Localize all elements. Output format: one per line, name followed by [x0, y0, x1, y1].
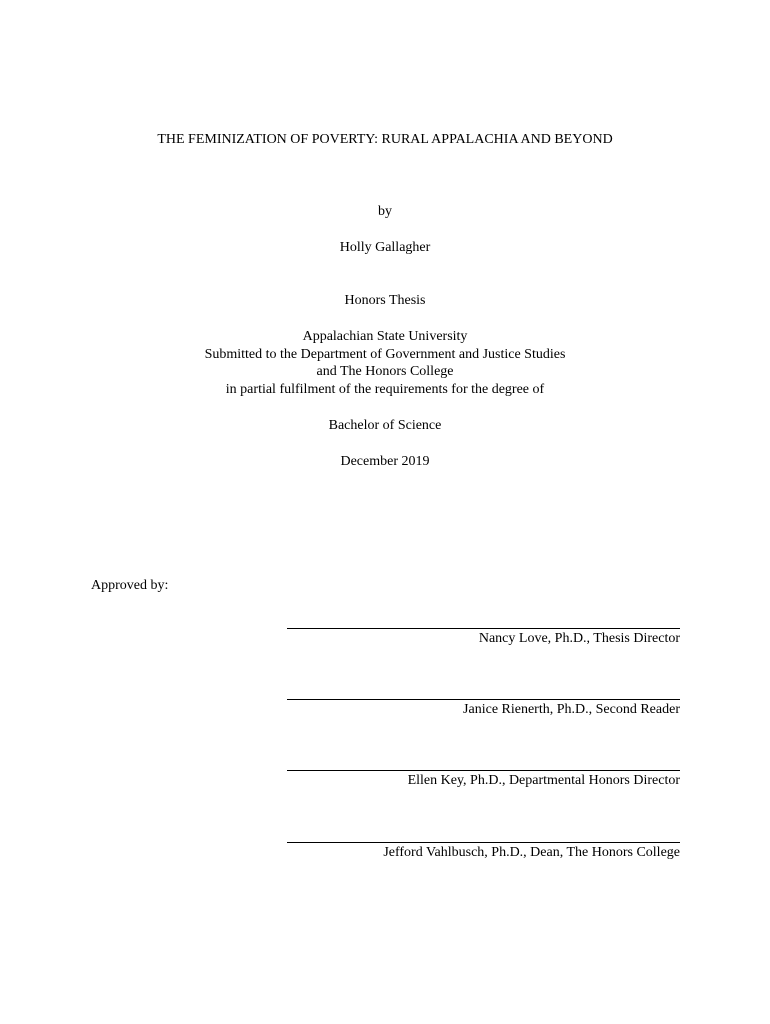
signatory-label: Nancy Love, Ph.D., Thesis Director	[478, 631, 680, 646]
signatory-label: Janice Rienerth, Ph.D., Second Reader	[463, 702, 680, 717]
signature-block	[287, 628, 680, 647]
thesis-title: THE FEMINIZATION OF POVERTY: RURAL APPALACHIA AND BEYOND	[157, 132, 613, 147]
signature-line	[287, 770, 680, 771]
by-line: by	[378, 204, 392, 219]
institution-line-requirements: in partial fulfilment of the requirements for the degree of	[225, 381, 545, 397]
signatory-label: Jefford Vahlbusch, Ph.D., Dean, The Honors College	[383, 845, 680, 860]
approved-by-label: Approved by:	[91, 578, 169, 593]
institution-line-college: and The Honors College	[316, 364, 454, 379]
signatory-label: Ellen Key, Ph.D., Departmental Honors Director	[407, 773, 680, 788]
thesis-type: Honors Thesis	[344, 293, 426, 308]
signature-block	[287, 842, 680, 861]
institution-line-university: Appalachian State University	[302, 329, 468, 344]
signature-line	[287, 628, 680, 629]
signature-block	[287, 770, 680, 789]
institution-line-department: Submitted to the Department of Government and Justice Studies	[204, 346, 566, 362]
signature-line	[287, 842, 680, 843]
institution-block	[0, 328, 770, 398]
signature-block	[287, 699, 680, 718]
submission-date: December 2019	[340, 454, 430, 469]
signature-line	[287, 699, 680, 700]
degree-name: Bachelor of Science	[328, 418, 442, 433]
author-name: Holly Gallagher	[339, 240, 431, 255]
